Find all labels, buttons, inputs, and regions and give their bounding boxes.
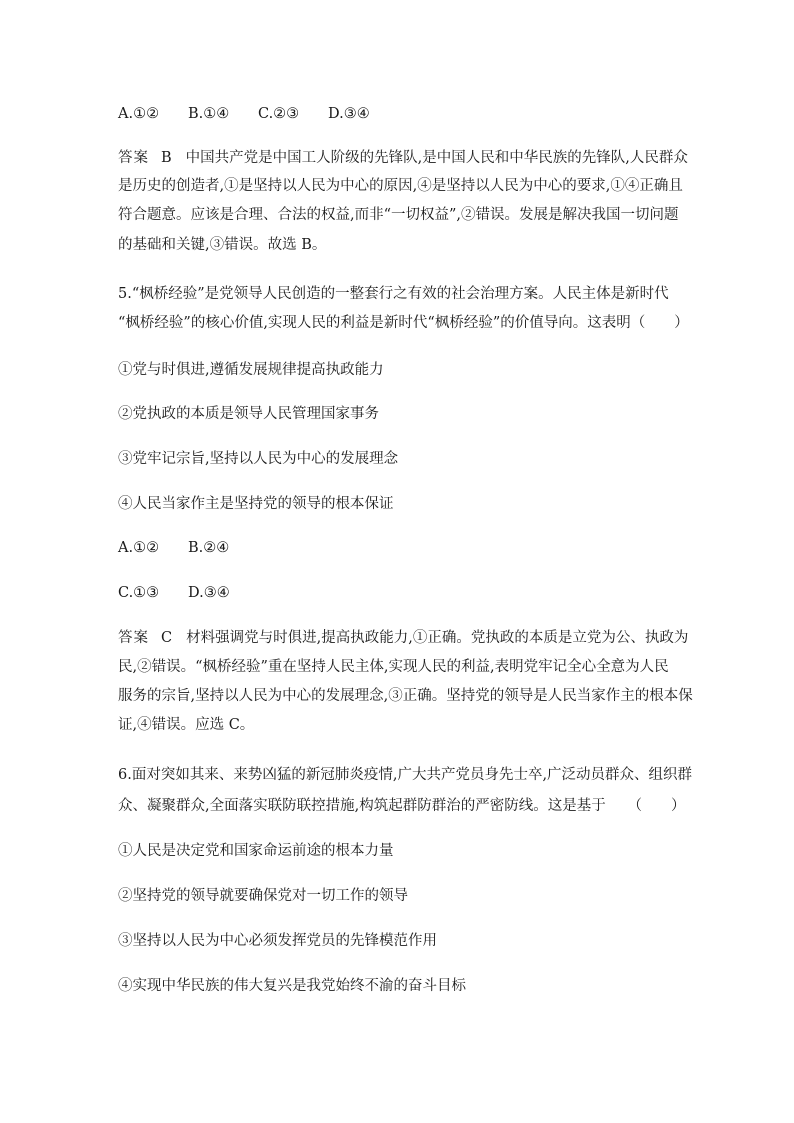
q5-statement-3: ③党牢记宗旨,坚持以人民为中心的发展理念 (118, 451, 399, 467)
q4-answer-label: 答案 (118, 150, 149, 166)
q4-options (118, 104, 370, 124)
q4-explanation-line: 符合题意。应该是合理、合法的权益,而非“一切权益”,②错误。发展是解决我国一切问题 (118, 207, 679, 223)
q5-answer-label: 答案 (118, 630, 149, 646)
q5-option-b: B.②④ (188, 540, 230, 556)
q5-statement-1: ①党与时俱进,遵循发展规律提高执政能力 (118, 362, 384, 378)
q5-explanation-line: 服务的宗旨,坚持以人民为中心的发展理念,③正确。坚持党的领导是人民当家作主的根本保 (118, 688, 693, 704)
q6-statement-4: ④实现中华民族的伟大复兴是我党始终不渝的奋斗目标 (118, 978, 466, 994)
q4-option-b: B.①④ (188, 106, 230, 122)
q5-stem-line: 5.“枫桥经验”是党领导人民创造的一整套行之有效的社会治理方案。人民主体是新时代 (118, 286, 669, 302)
q5-option-c: C.①③ (118, 585, 160, 601)
q4-option-a: A.①② (118, 106, 160, 122)
q6-stem-line: 众、凝聚群众,全面落实联防联控措施,构筑起群防群治的严密防线。这是基于 （ ） (118, 798, 686, 814)
q4-explanation-line: 中国共产党是中国工人阶级的先锋队,是中国人民和中华民族的先锋队,人民群众 (185, 150, 688, 166)
q5-statement-2: ②党执政的本质是领导人民管理国家事务 (118, 406, 379, 422)
q4-option-c: C.②③ (258, 106, 300, 122)
q4-explanation-line: 的基础和关键,③错误。故选 B。 (118, 237, 327, 253)
q6-statement-2: ②坚持党的领导就要确保党对一切工作的领导 (118, 888, 408, 904)
q5-option-a: A.①② (118, 540, 160, 556)
q6-statement-3: ③坚持以人民为中心必须发挥党员的先锋模范作用 (118, 933, 437, 949)
q6-statement-1: ①人民是决定党和国家命运前途的根本力量 (118, 843, 394, 859)
q5-options-row2 (118, 583, 230, 603)
q5-answer-line (118, 628, 688, 648)
q4-answer-letter: B (161, 150, 172, 166)
q5-stem-line: “枫桥经验”的核心价值,实现人民的利益是新时代“枫桥经验”的价值导向。这表明（ ） (118, 315, 689, 331)
q5-options-row1 (118, 538, 229, 558)
q5-statement-4: ④人民当家作主是坚持党的领导的根本保证 (118, 496, 394, 512)
q5-explanation-line: 民,②错误。“枫桥经验”重在坚持人民主体,实现人民的利益,表明党牢记全心全意为人民 (118, 659, 669, 675)
q4-answer-line (118, 148, 688, 168)
q5-answer-letter: C (161, 630, 173, 646)
q5-explanation-line: 证,④错误。应选 C。 (118, 717, 255, 733)
q5-option-d: D.③④ (188, 585, 230, 601)
q4-explanation-line: 是历史的创造者,①是坚持以人民为中心的原因,④是坚持以人民为中心的要求,①④正确且 (118, 178, 683, 194)
q5-explanation-line: 材料强调党与时俱进,提高执政能力,①正确。党执政的本质是立党为公、执政为 (186, 630, 689, 646)
q4-option-d: D.③④ (328, 106, 370, 122)
q6-stem-line: 6.面对突如其来、来势凶猛的新冠肺炎疫情,广大共产党员身先士卒,广泛动员群众、组织群 (118, 767, 693, 783)
